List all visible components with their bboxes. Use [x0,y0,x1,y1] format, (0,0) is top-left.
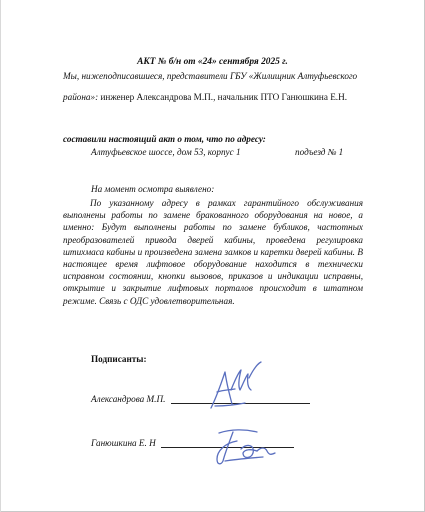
signer-2-name: Ганюшкина Е. Н [91,438,156,448]
intro-line-2-rest: инженер Александрова М.П., начальник ПТО Ганюшкина Е.Н. [100,92,348,102]
inspection-heading: На момент осмотра выявлено: [91,184,215,194]
signature-2-image [211,425,277,469]
address-street: Алтуфьевское шоссе, дом 53, корпус 1 [91,147,241,157]
document-page [1,0,425,512]
intro-line-2-italic: района»: [63,92,101,102]
intro-line-1: Мы, нижеподписавшиеся, представители ГБУ «Жилищник Алтуфьевского [63,71,358,81]
signature-1-image [205,356,265,416]
inspection-body-text: По указанному адресу в рамках гарантийного обслуживания выполнены работы по замене бракованного оборудования на новое, а именно: Будут выполнены работы по замене бубликов, частотных преобразователей привода дверей кабины, проведена регулировка штихмаса кабины и произведена замена замков и каретки дверей кабины. В настоящее время лифтовое оборудование находится в технически исправном состоянии, кнопки вызовов, приказов и индикации исправны, открытие и закрытие лифтовых порталов происходит в штатном режиме. Связь с ОДС удовлетворительная. [63,198,363,306]
compiled-statement: составили настоящий акт о том, что по адресу: [63,134,266,144]
signer-1-name: Александрова М.П. [91,394,166,404]
document-title: АКТ № б/н от «24» сентября 2025 г. [137,57,288,67]
signatures-heading: Подписанты: [91,354,147,364]
intro-line-2 [63,91,347,103]
address-entrance: подъезд № 1 [295,147,344,157]
